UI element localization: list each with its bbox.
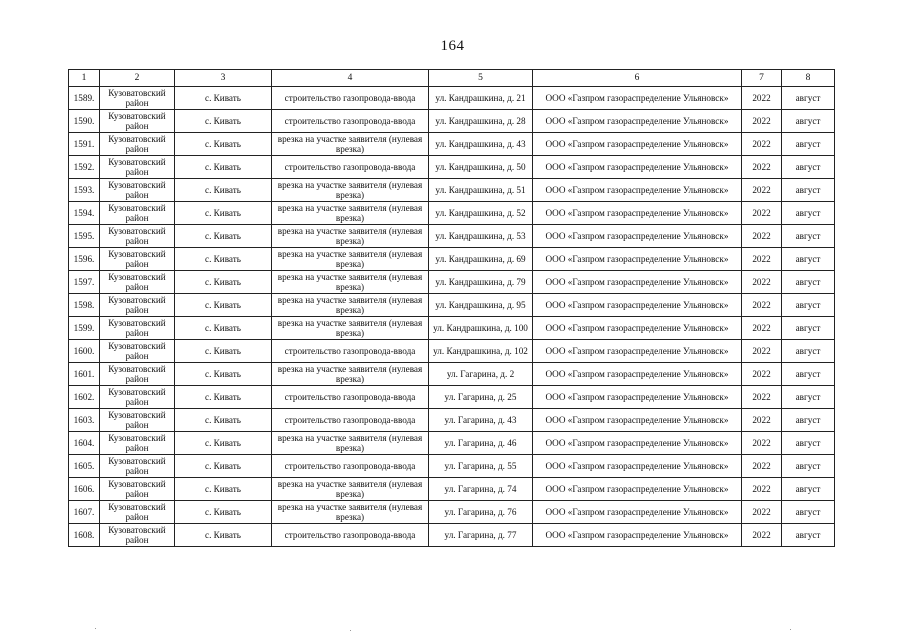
district-cell: Кузоватовский район	[100, 386, 175, 409]
column-header: 3	[175, 70, 272, 87]
work-type-cell: врезка на участке заявителя (нулевая врезка)	[272, 225, 429, 248]
district-cell: Кузоватовский район	[100, 179, 175, 202]
settlement-cell: с. Кивать	[175, 133, 272, 156]
organization-cell: ООО «Газпром газораспределение Ульяновск»	[533, 179, 742, 202]
settlement-cell: с. Кивать	[175, 409, 272, 432]
table-row	[69, 432, 835, 455]
address-cell: ул. Кандрашкина, д. 100	[429, 317, 533, 340]
settlement-cell: с. Кивать	[175, 271, 272, 294]
month-cell: август	[782, 409, 835, 432]
year-cell: 2022	[742, 340, 782, 363]
scan-speck	[350, 630, 351, 631]
district-cell: Кузоватовский район	[100, 294, 175, 317]
table-row	[69, 501, 835, 524]
table-row	[69, 409, 835, 432]
row-number: 1601.	[69, 363, 100, 386]
settlement-cell: с. Кивать	[175, 478, 272, 501]
settlement-cell: с. Кивать	[175, 501, 272, 524]
address-cell: ул. Кандрашкина, д. 52	[429, 202, 533, 225]
address-cell: ул. Кандрашкина, д. 50	[429, 156, 533, 179]
work-type-cell: врезка на участке заявителя (нулевая врезка)	[272, 271, 429, 294]
year-cell: 2022	[742, 409, 782, 432]
year-cell: 2022	[742, 294, 782, 317]
month-cell: август	[782, 501, 835, 524]
address-cell: ул. Гагарина, д. 76	[429, 501, 533, 524]
address-cell: ул. Гагарина, д. 74	[429, 478, 533, 501]
work-type-cell: строительство газопровода-ввода	[272, 409, 429, 432]
organization-cell: ООО «Газпром газораспределение Ульяновск»	[533, 271, 742, 294]
district-cell: Кузоватовский район	[100, 248, 175, 271]
district-cell: Кузоватовский район	[100, 409, 175, 432]
district-cell: Кузоватовский район	[100, 524, 175, 547]
year-cell: 2022	[742, 248, 782, 271]
organization-cell: ООО «Газпром газораспределение Ульяновск»	[533, 478, 742, 501]
table-row	[69, 294, 835, 317]
work-type-cell: строительство газопровода-ввода	[272, 110, 429, 133]
month-cell: август	[782, 386, 835, 409]
district-cell: Кузоватовский район	[100, 317, 175, 340]
address-cell: ул. Кандрашкина, д. 51	[429, 179, 533, 202]
row-number: 1598.	[69, 294, 100, 317]
scan-speck	[95, 628, 96, 629]
row-number: 1606.	[69, 478, 100, 501]
address-cell: ул. Кандрашкина, д. 28	[429, 110, 533, 133]
work-type-cell: врезка на участке заявителя (нулевая врезка)	[272, 248, 429, 271]
settlement-cell: с. Кивать	[175, 110, 272, 133]
row-number: 1589.	[69, 87, 100, 110]
table-row	[69, 524, 835, 547]
row-number: 1604.	[69, 432, 100, 455]
district-cell: Кузоватовский район	[100, 133, 175, 156]
settlement-cell: с. Кивать	[175, 87, 272, 110]
organization-cell: ООО «Газпром газораспределение Ульяновск»	[533, 386, 742, 409]
year-cell: 2022	[742, 110, 782, 133]
column-header: 5	[429, 70, 533, 87]
month-cell: август	[782, 156, 835, 179]
district-cell: Кузоватовский район	[100, 363, 175, 386]
table-row	[69, 455, 835, 478]
row-number: 1594.	[69, 202, 100, 225]
row-number: 1608.	[69, 524, 100, 547]
row-number: 1593.	[69, 179, 100, 202]
organization-cell: ООО «Газпром газораспределение Ульяновск»	[533, 432, 742, 455]
work-type-cell: врезка на участке заявителя (нулевая врезка)	[272, 501, 429, 524]
row-number: 1599.	[69, 317, 100, 340]
row-number: 1603.	[69, 409, 100, 432]
table-row	[69, 133, 835, 156]
row-number: 1605.	[69, 455, 100, 478]
work-type-cell: врезка на участке заявителя (нулевая врезка)	[272, 317, 429, 340]
organization-cell: ООО «Газпром газораспределение Ульяновск»	[533, 294, 742, 317]
district-cell: Кузоватовский район	[100, 271, 175, 294]
settlement-cell: с. Кивать	[175, 156, 272, 179]
organization-cell: ООО «Газпром газораспределение Ульяновск»	[533, 501, 742, 524]
organization-cell: ООО «Газпром газораспределение Ульяновск»	[533, 363, 742, 386]
district-cell: Кузоватовский район	[100, 455, 175, 478]
work-type-cell: строительство газопровода-ввода	[272, 455, 429, 478]
district-cell: Кузоватовский район	[100, 87, 175, 110]
column-header: 7	[742, 70, 782, 87]
organization-cell: ООО «Газпром газораспределение Ульяновск»	[533, 110, 742, 133]
work-type-cell: строительство газопровода-ввода	[272, 87, 429, 110]
organization-cell: ООО «Газпром газораспределение Ульяновск»	[533, 133, 742, 156]
work-type-cell: строительство газопровода-ввода	[272, 340, 429, 363]
organization-cell: ООО «Газпром газораспределение Ульяновск»	[533, 202, 742, 225]
year-cell: 2022	[742, 202, 782, 225]
row-number: 1596.	[69, 248, 100, 271]
settlement-cell: с. Кивать	[175, 294, 272, 317]
work-type-cell: врезка на участке заявителя (нулевая врезка)	[272, 478, 429, 501]
work-type-cell: строительство газопровода-ввода	[272, 524, 429, 547]
table-row	[69, 386, 835, 409]
month-cell: август	[782, 524, 835, 547]
month-cell: август	[782, 294, 835, 317]
organization-cell: ООО «Газпром газораспределение Ульяновск»	[533, 156, 742, 179]
work-type-cell: строительство газопровода-ввода	[272, 386, 429, 409]
district-cell: Кузоватовский район	[100, 156, 175, 179]
year-cell: 2022	[742, 478, 782, 501]
year-cell: 2022	[742, 156, 782, 179]
year-cell: 2022	[742, 363, 782, 386]
work-type-cell: врезка на участке заявителя (нулевая врезка)	[272, 432, 429, 455]
column-header: 2	[100, 70, 175, 87]
table-row	[69, 271, 835, 294]
settlement-cell: с. Кивать	[175, 179, 272, 202]
column-header: 4	[272, 70, 429, 87]
address-cell: ул. Кандрашкина, д. 102	[429, 340, 533, 363]
work-type-cell: строительство газопровода-ввода	[272, 156, 429, 179]
settlement-cell: с. Кивать	[175, 524, 272, 547]
organization-cell: ООО «Газпром газораспределение Ульяновск»	[533, 409, 742, 432]
year-cell: 2022	[742, 455, 782, 478]
address-cell: ул. Гагарина, д. 77	[429, 524, 533, 547]
year-cell: 2022	[742, 225, 782, 248]
page-number: 164	[440, 38, 465, 54]
month-cell: август	[782, 363, 835, 386]
address-cell: ул. Кандрашкина, д. 21	[429, 87, 533, 110]
work-type-cell: врезка на участке заявителя (нулевая врезка)	[272, 294, 429, 317]
year-cell: 2022	[742, 501, 782, 524]
organization-cell: ООО «Газпром газораспределение Ульяновск»	[533, 340, 742, 363]
district-cell: Кузоватовский район	[100, 501, 175, 524]
year-cell: 2022	[742, 179, 782, 202]
row-number: 1591.	[69, 133, 100, 156]
month-cell: август	[782, 225, 835, 248]
district-cell: Кузоватовский район	[100, 110, 175, 133]
address-cell: ул. Кандрашкина, д. 43	[429, 133, 533, 156]
organization-cell: ООО «Газпром газораспределение Ульяновск»	[533, 248, 742, 271]
address-cell: ул. Кандрашкина, д. 69	[429, 248, 533, 271]
gasification-schedule-table	[68, 69, 835, 547]
address-cell: ул. Гагарина, д. 25	[429, 386, 533, 409]
year-cell: 2022	[742, 87, 782, 110]
row-number: 1590.	[69, 110, 100, 133]
row-number: 1597.	[69, 271, 100, 294]
year-cell: 2022	[742, 524, 782, 547]
month-cell: август	[782, 455, 835, 478]
month-cell: август	[782, 179, 835, 202]
district-cell: Кузоватовский район	[100, 202, 175, 225]
work-type-cell: врезка на участке заявителя (нулевая врезка)	[272, 363, 429, 386]
row-number: 1592.	[69, 156, 100, 179]
table-row	[69, 248, 835, 271]
organization-cell: ООО «Газпром газораспределение Ульяновск»	[533, 524, 742, 547]
table-row	[69, 202, 835, 225]
settlement-cell: с. Кивать	[175, 386, 272, 409]
organization-cell: ООО «Газпром газораспределение Ульяновск»	[533, 317, 742, 340]
district-cell: Кузоватовский район	[100, 225, 175, 248]
organization-cell: ООО «Газпром газораспределение Ульяновск»	[533, 87, 742, 110]
organization-cell: ООО «Газпром газораспределение Ульяновск»	[533, 225, 742, 248]
year-cell: 2022	[742, 432, 782, 455]
address-cell: ул. Гагарина, д. 55	[429, 455, 533, 478]
settlement-cell: с. Кивать	[175, 202, 272, 225]
month-cell: август	[782, 478, 835, 501]
year-cell: 2022	[742, 271, 782, 294]
scan-speck	[790, 629, 791, 630]
settlement-cell: с. Кивать	[175, 225, 272, 248]
year-cell: 2022	[742, 317, 782, 340]
row-number: 1607.	[69, 501, 100, 524]
district-cell: Кузоватовский район	[100, 340, 175, 363]
work-type-cell: врезка на участке заявителя (нулевая врезка)	[272, 179, 429, 202]
table-row	[69, 340, 835, 363]
settlement-cell: с. Кивать	[175, 432, 272, 455]
table-row	[69, 363, 835, 386]
table-row	[69, 179, 835, 202]
table-row	[69, 225, 835, 248]
column-header: 6	[533, 70, 742, 87]
address-cell: ул. Гагарина, д. 43	[429, 409, 533, 432]
row-number: 1600.	[69, 340, 100, 363]
row-number: 1595.	[69, 225, 100, 248]
month-cell: август	[782, 110, 835, 133]
district-cell: Кузоватовский район	[100, 478, 175, 501]
table-row	[69, 87, 835, 110]
year-cell: 2022	[742, 386, 782, 409]
month-cell: август	[782, 317, 835, 340]
settlement-cell: с. Кивать	[175, 317, 272, 340]
table-row	[69, 317, 835, 340]
table-row	[69, 156, 835, 179]
district-cell: Кузоватовский район	[100, 432, 175, 455]
month-cell: август	[782, 271, 835, 294]
column-header: 8	[782, 70, 835, 87]
year-cell: 2022	[742, 133, 782, 156]
table-row	[69, 110, 835, 133]
address-cell: ул. Гагарина, д. 46	[429, 432, 533, 455]
work-type-cell: врезка на участке заявителя (нулевая врезка)	[272, 202, 429, 225]
address-cell: ул. Кандрашкина, д. 79	[429, 271, 533, 294]
settlement-cell: с. Кивать	[175, 248, 272, 271]
month-cell: август	[782, 133, 835, 156]
column-header: 1	[69, 70, 100, 87]
settlement-cell: с. Кивать	[175, 340, 272, 363]
month-cell: август	[782, 340, 835, 363]
table-header-row	[69, 70, 835, 87]
month-cell: август	[782, 87, 835, 110]
table-row	[69, 478, 835, 501]
settlement-cell: с. Кивать	[175, 363, 272, 386]
work-type-cell: врезка на участке заявителя (нулевая врезка)	[272, 133, 429, 156]
address-cell: ул. Гагарина, д. 2	[429, 363, 533, 386]
settlement-cell: с. Кивать	[175, 455, 272, 478]
organization-cell: ООО «Газпром газораспределение Ульяновск»	[533, 455, 742, 478]
month-cell: август	[782, 248, 835, 271]
address-cell: ул. Кандрашкина, д. 95	[429, 294, 533, 317]
row-number: 1602.	[69, 386, 100, 409]
month-cell: август	[782, 432, 835, 455]
address-cell: ул. Кандрашкина, д. 53	[429, 225, 533, 248]
month-cell: август	[782, 202, 835, 225]
